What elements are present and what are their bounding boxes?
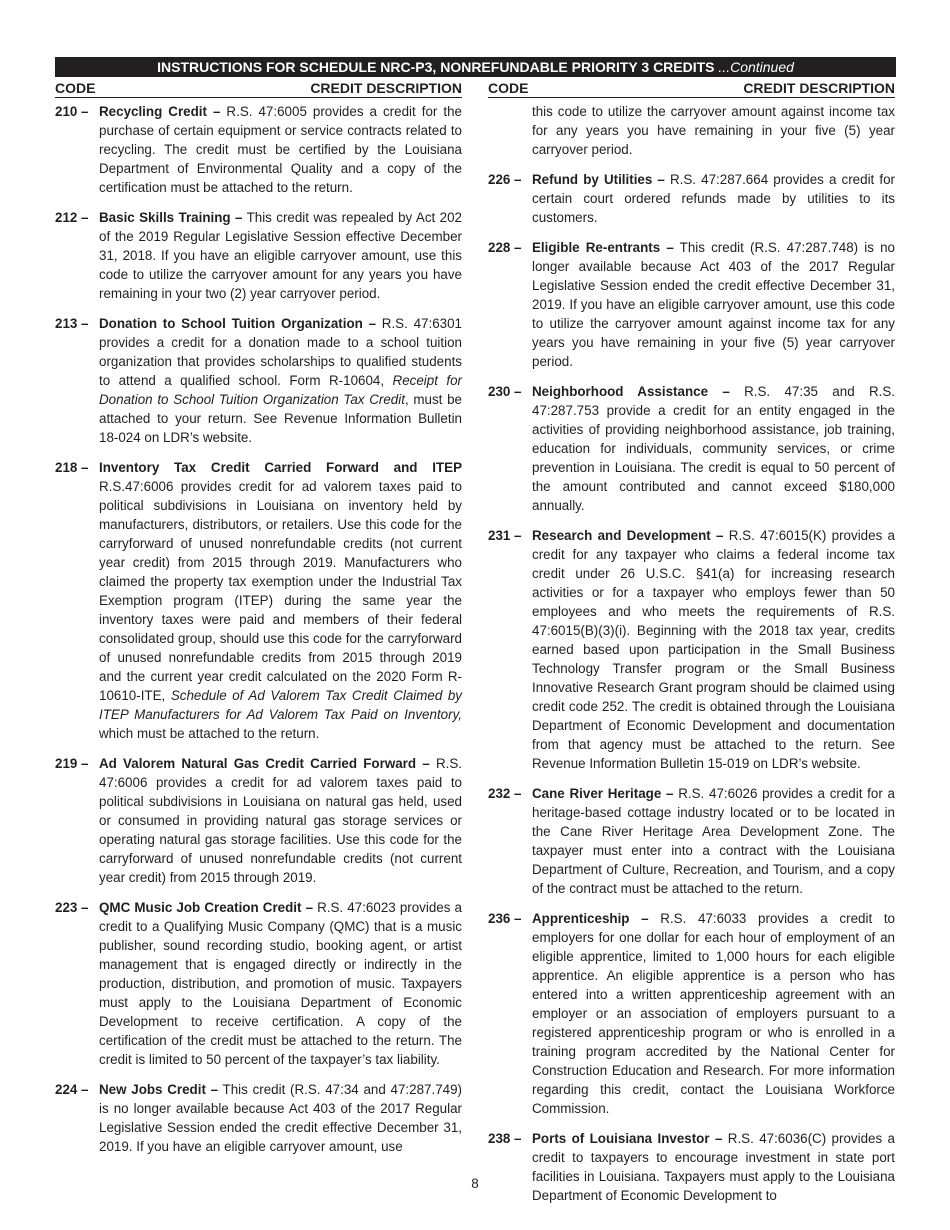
credit-description: This credit (R.S. 47:34 and 47:287.749) is no longer available because Act 403 of the 2017 Regular Legislative Session ended the credit effective December 31, 2019. If you have an eligible carryover amount, use [99, 1082, 462, 1154]
credit-description: R.S. 47:6015(K) provides a credit for any taxpayer who claims a federal income tax credit under 26 U.S.C. §41(a) for increasing research activities or for a taxpayer who employs fewer than 50 employees and who meets the requirements of R.S. 47:6015(B)(3)(i). Beginning with the 2018 tax year, credits earned based upon participation in the Small Business Technology Transfer program or the Small Business Innovative Research Grant program should be claimed using credit code 252. The credit is obtained through the Louisiana Department of Economic Development and documentation from that agency must be attached to the return. See Revenue Information Bulletin 15-019 on LDR’s website. [532, 528, 895, 771]
credit-code: 219 – [55, 756, 89, 771]
credit-description: R.S. 47:6033 provides a credit to employers for one dollar for each hour of employment of an eligible apprentice, limited to 1,000 hours for each eligible apprentice. An eligible apprentice is a person who has entered into a written apprenticeship agreement with an employer or an association of employers pursuant to a registered apprenticeship program or who is enrolled in a training program accredited by the National Center for Construction Education and Research. For more information regarding this credit, contact the Louisiana Workforce Commission. [532, 911, 896, 1116]
credit-code: 228 – [488, 240, 522, 255]
credit-entry [55, 754, 462, 887]
credit-title: Inventory Tax Credit Carried Forward and ITEP [99, 460, 462, 475]
credit-description: This credit was repealed by Act 202 of the 2019 Regular Legislative Session effective December 31, 2018. If you have an eligible carryover amount, use this code to utilize the carryover amount for any years you have remaining in your two (2) year carryover period. [99, 210, 462, 301]
credit-entry [55, 314, 462, 447]
credit-code: 232 – [488, 786, 522, 801]
credit-code: 236 – [488, 911, 522, 926]
page-number: 8 [471, 1176, 479, 1191]
credit-description: This credit (R.S. 47:287.748) is no longer available because Act 403 of the 2017 Regular Legislative Session ended the credit effective December 31, 2019. If you have an eligible carryover amount, use this code to utilize the carryover amount against income tax for any years you have remaining in your five (5) year carryover period. [532, 240, 895, 369]
right-entry-list [488, 170, 895, 1205]
credit-description: R.S. 47:6023 provides a credit to a Qualifying Music Company (QMC) that is a music publisher, sound recording studio, booking agent, or artist management that is engaged directly or indirectly in the production, distribution, and promotion of music. Taxpayers must apply to the Louisiana Department of Economic Development to receive certification. A copy of the certification of the credit must be attached to the return. The credit is limited to 50 percent of the taxpayer’s tax liability. [99, 900, 463, 1067]
credit-entry [55, 898, 462, 1069]
credit-title: Apprenticeship – [532, 911, 649, 926]
credit-description: R.S. 47:6005 provides a credit for the purchase of certain equipment or service contracts related to recycling. The credit must be certified by the Louisiana Department of Environmental Quality and a copy of the certification must be attached to the return. [99, 104, 462, 195]
credit-code: 231 – [488, 528, 522, 543]
credit-title: QMC Music Job Creation Credit – [99, 900, 314, 915]
credit-code: 223 – [55, 900, 89, 915]
credit-entry [55, 102, 462, 197]
credit-title: Basic Skills Training – [99, 210, 243, 225]
right-column-header [488, 80, 895, 98]
credit-code: 230 – [488, 384, 522, 399]
description-column-label: CREDIT DESCRIPTION [743, 80, 895, 96]
credit-code: 212 – [55, 210, 89, 225]
credit-description: R.S. 47:6006 provides a credit for ad valorem taxes paid to political subdivisions in Louisiana on natural gas held, used or consumed in providing natural gas storage services or operating natural gas storage facilities. Use this code for the carryforward of unused nonrefundable credits (not current year credit) from 2015 through 2019. [99, 756, 462, 885]
credit-entry [488, 1129, 895, 1205]
credit-code: 210 – [55, 104, 89, 119]
credit-code: 238 – [488, 1131, 522, 1146]
code-column-label: CODE [55, 80, 96, 96]
credit-entry [488, 170, 895, 227]
credit-entry [488, 909, 895, 1118]
credit-description: R.S. 47:6026 provides a credit for a heritage-based cottage industry located or to be located in the Cane River Heritage Area Development Zone. The taxpayer must enter into a contract with the Louisiana Department of Culture, Recreation, and Tourism, and a copy of the contract must be attached to the return. [532, 786, 895, 896]
credit-description: , must be attached to your return. See Revenue Information Bulletin 18-024 on LDR’s website. [99, 392, 462, 445]
credit-title: Ad Valorem Natural Gas Credit Carried Forward – [99, 756, 430, 771]
credit-entry [55, 208, 462, 303]
left-column-header [55, 80, 462, 98]
credit-description: R.S. 47:287.664 provides a credit for certain court ordered refunds made by utilities to its customers. [532, 172, 895, 225]
code-column-label: CODE [488, 80, 529, 96]
credit-entry [488, 784, 895, 898]
header-title: INSTRUCTIONS FOR SCHEDULE NRC-P3, NONREFUNDABLE PRIORITY 3 CREDITS [157, 59, 715, 75]
credit-description: R.S. 47:35 and R.S. 47:287.753 provide a credit for an entity engaged in the activities of providing neighborhood assistance, job training, education for individuals, community services, or crime prevention in Louisiana. The credit is equal to 50 percent of the amount contributed and cannot exceed $180,000 annually. [532, 384, 895, 513]
credit-description: R.S. 47:6301 provides a credit for a donation made to a school tuition organization that provides scholarships to qualified students to attend a qualified school. Form R-10604, [99, 316, 462, 388]
credit-title: Recycling Credit – [99, 104, 221, 119]
credit-title: Neighborhood Assistance – [532, 384, 730, 399]
credit-entry [488, 526, 895, 773]
credit-code: 224 – [55, 1082, 89, 1097]
header-continued: ...Continued [718, 59, 794, 75]
credit-entry [488, 382, 895, 515]
credit-code: 213 – [55, 316, 89, 331]
credit-entry [55, 458, 462, 743]
credit-form-title: Receipt for Donation to School Tuition Organization Tax Credit [99, 373, 462, 407]
credit-description: R.S.47:6006 provides credit for ad valorem taxes paid to political subdivisions in Louisiana on inventory held by manufacturers, distributors, or retailers. Use this code for the carryforward of unused nonrefundable credits (not current year credit) from 2015 through 2019. Manufacturers who claimed the property tax exemption under the Industrial Tax Exemption program (ITEP) during the same year the inventory taxes were paid and members of their federal consolidated group, should use this code for the carryforward of unused nonrefundable credits from 2015 through 2019 and the current year credit calculated on the 2020 Form R-10610-ITE, [99, 479, 462, 703]
credit-title: Refund by Utilities – [532, 172, 665, 187]
credit-title: Donation to School Tuition Organization – [99, 316, 377, 331]
credit-form-title: Schedule of Ad Valorem Tax Credit Claimed by ITEP Manufacturers for Ad Valorem Tax Paid on Inventory, [99, 688, 463, 722]
left-entry-list [55, 102, 462, 1156]
credit-title: Ports of Louisiana Investor – [532, 1131, 723, 1146]
right-column [488, 80, 895, 1216]
section-header-banner [55, 57, 896, 77]
credit-entry [488, 238, 895, 371]
credit-entry [55, 1080, 462, 1156]
description-column-label: CREDIT DESCRIPTION [310, 80, 462, 96]
credit-title: Cane River Heritage – [532, 786, 674, 801]
credit-code: 226 – [488, 172, 522, 187]
continued-text: this code to utilize the carryover amount against income tax for any years you have remaining in your five (5) year carryover period. [532, 104, 895, 157]
credit-title: Eligible Re-entrants – [532, 240, 674, 255]
credit-title: New Jobs Credit – [99, 1082, 219, 1097]
credit-description: R.S. 47:6036(C) provides a credit to taxpayers to encourage investment in state port facilities in Louisiana. Taxpayers must apply to the Louisiana Department of Economic Development to [532, 1131, 895, 1203]
credit-code: 218 – [55, 460, 89, 475]
left-column [55, 80, 462, 1167]
credit-title: Research and Development – [532, 528, 724, 543]
credit-description: which must be attached to the return. [99, 726, 320, 741]
